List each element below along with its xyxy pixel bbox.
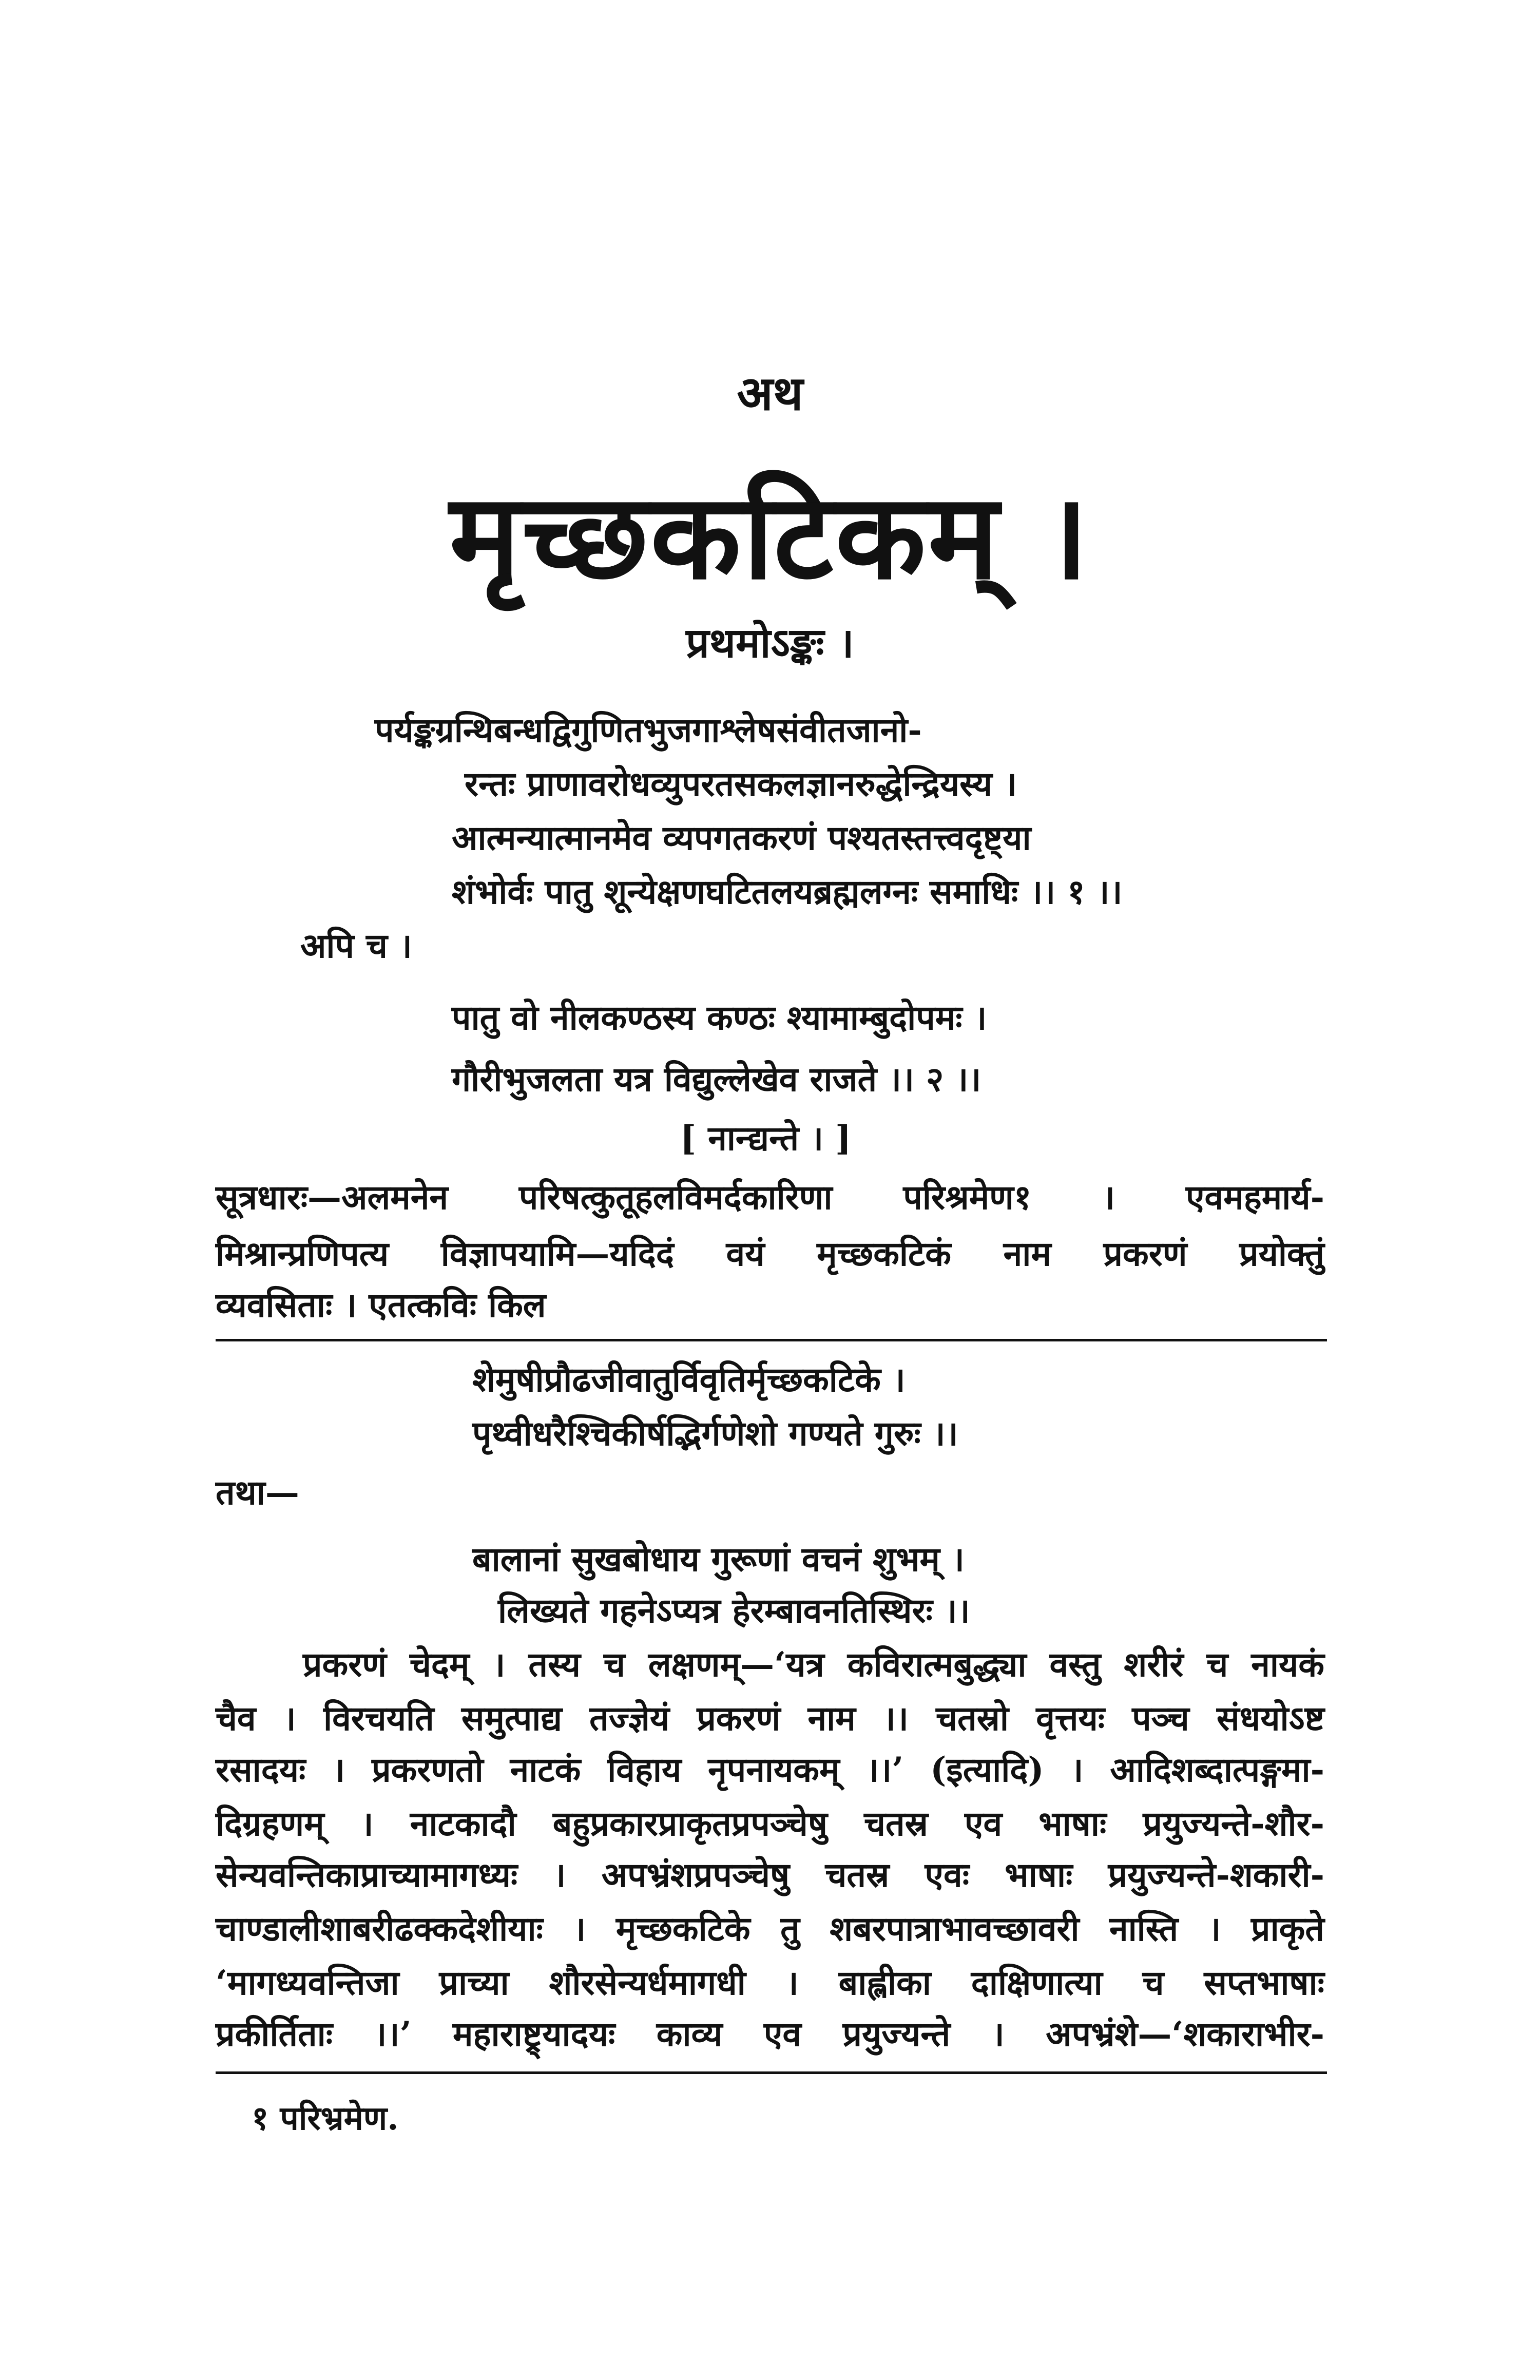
sutradhara-line-2: मिश्रान्प्रणिपत्य विज्ञापयामि—यदिदं वयं मृच्छकटिकं नाम प्रकरणं प्रयोक्तुं bbox=[216, 1234, 1324, 1274]
commentary-verse1-line-2: पृथ्वीधरैश्चिकीर्षद्भिर्गणेशो गण्यते गुरुः ।। bbox=[472, 1413, 958, 1453]
commentary-prose-line-6: चाण्डालीशाबरीढक्कदेशीयाः । मृच्छकटिके तु शबरपात्राभावच्छावरी नास्ति । प्राकृते bbox=[216, 1909, 1324, 1949]
act-title: प्रथमोऽङ्कः । bbox=[686, 619, 854, 667]
verse2-line-2: गौरीभुजलता यत्र विद्युल्लेखेव राजते ।। २ ।। bbox=[452, 1059, 981, 1099]
commentary-verse1-line-1: शेमुषीप्रौढजीवातुर्विवृतिर्मृच्छकटिके । bbox=[472, 1359, 906, 1399]
footnote-rule bbox=[216, 2071, 1327, 2074]
tatha-label: तथा— bbox=[216, 1472, 299, 1512]
verse1-line-1: पर्यङ्कग्रन्थिबन्धद्विगुणितभुजगाश्लेषसंवीतजानो- bbox=[375, 710, 922, 750]
header-atha: अथ bbox=[737, 366, 803, 421]
commentary-prose-line-7: ‘मागध्यवन्तिजा प्राच्या शौरसेन्यर्धमागधी । बाह्लीका दाक्षिणात्या च सप्तभाषाः bbox=[216, 1963, 1324, 2003]
footnote: १ परिभ्रमेण. bbox=[252, 2099, 399, 2138]
sutradhara-line-3: व्यवसिताः । एतत्कविः किल bbox=[216, 1285, 546, 1325]
commentary-prose-line-4: दिग्रहणम् । नाटकादौ बहुप्रकारप्राकृतप्रपञ्चेषु चतस्र एव भाषाः प्रयुज्यन्ते-शौर- bbox=[216, 1803, 1324, 1844]
verse1-line-3: आत्मन्यात्मानमेव व्यपगतकरणं पश्यतस्तत्त्वदृष्ट्या bbox=[452, 818, 1031, 858]
commentary-prose-line-5: सेन्यवन्तिकाप्राच्यामागध्यः । अपभ्रंशप्रपञ्चेषु चतस्र एवः भाषाः प्रयुज्यन्ते-शकारी- bbox=[216, 1855, 1324, 1895]
api-ca: अपि च । bbox=[300, 926, 412, 966]
commentary-verse2-line-2: लिख्यते गहनेऽप्यत्र हेरम्बावनतिस्थिरः ।। bbox=[498, 1590, 970, 1630]
commentary-verse2-line-1: बालानां सुखबोधाय गुरूणां वचनं शुभम् । bbox=[472, 1539, 965, 1579]
divider-rule bbox=[216, 1339, 1327, 1341]
commentary-prose-line-3: रसादयः । प्रकरणतो नाटकं विहाय नृपनायकम् ।।’ (इत्यादि) । आदिशब्दात्पङ्गमा- bbox=[216, 1750, 1324, 1790]
commentary-prose-line-1: प्रकरणं चेदम् । तस्य च लक्षणम्—‘यत्र कविरात्मबुद्ध्या वस्तु शरीरं च नायकं bbox=[303, 1644, 1324, 1684]
sutradhara-line-1: सूत्रधारः—अलमनेन परिषत्कुतूहलविमर्दकारिणा परिश्रमेण१ । एवमहमार्य- bbox=[216, 1177, 1324, 1217]
commentary-prose-line-8: प्रकीर्तिताः ।।’ महाराष्ट्र्यादयः काव्य एव प्रयुज्यन्ते । अपभ्रंशे—‘शकाराभीर- bbox=[216, 2014, 1324, 2054]
page-title: मृच्छकटिकम् । bbox=[449, 467, 1091, 606]
commentary-prose-line-2: चैव । विरचयति समुत्पाद्य तज्ज्ञेयं प्रकरणं नाम ।। चतस्रो वृत्तयः पञ्च संधयोऽष्ट bbox=[216, 1698, 1324, 1738]
verse2-line-1: पातु वो नीलकण्ठस्य कण्ठः श्यामाम्बुदोपमः । bbox=[452, 997, 987, 1038]
verse1-line-2: रन्तः प्राणावरोधव्युपरतसकलज्ञानरुद्धेन्द्रियस्य । bbox=[465, 764, 1017, 804]
verse1-line-4: शंभोर्वः पातु शून्येक्षणघटितलयब्रह्मलग्नः समाधिः ।। १ ।। bbox=[452, 872, 1123, 912]
nandyante: [ नान्द्यन्ते । ] bbox=[680, 1118, 852, 1158]
